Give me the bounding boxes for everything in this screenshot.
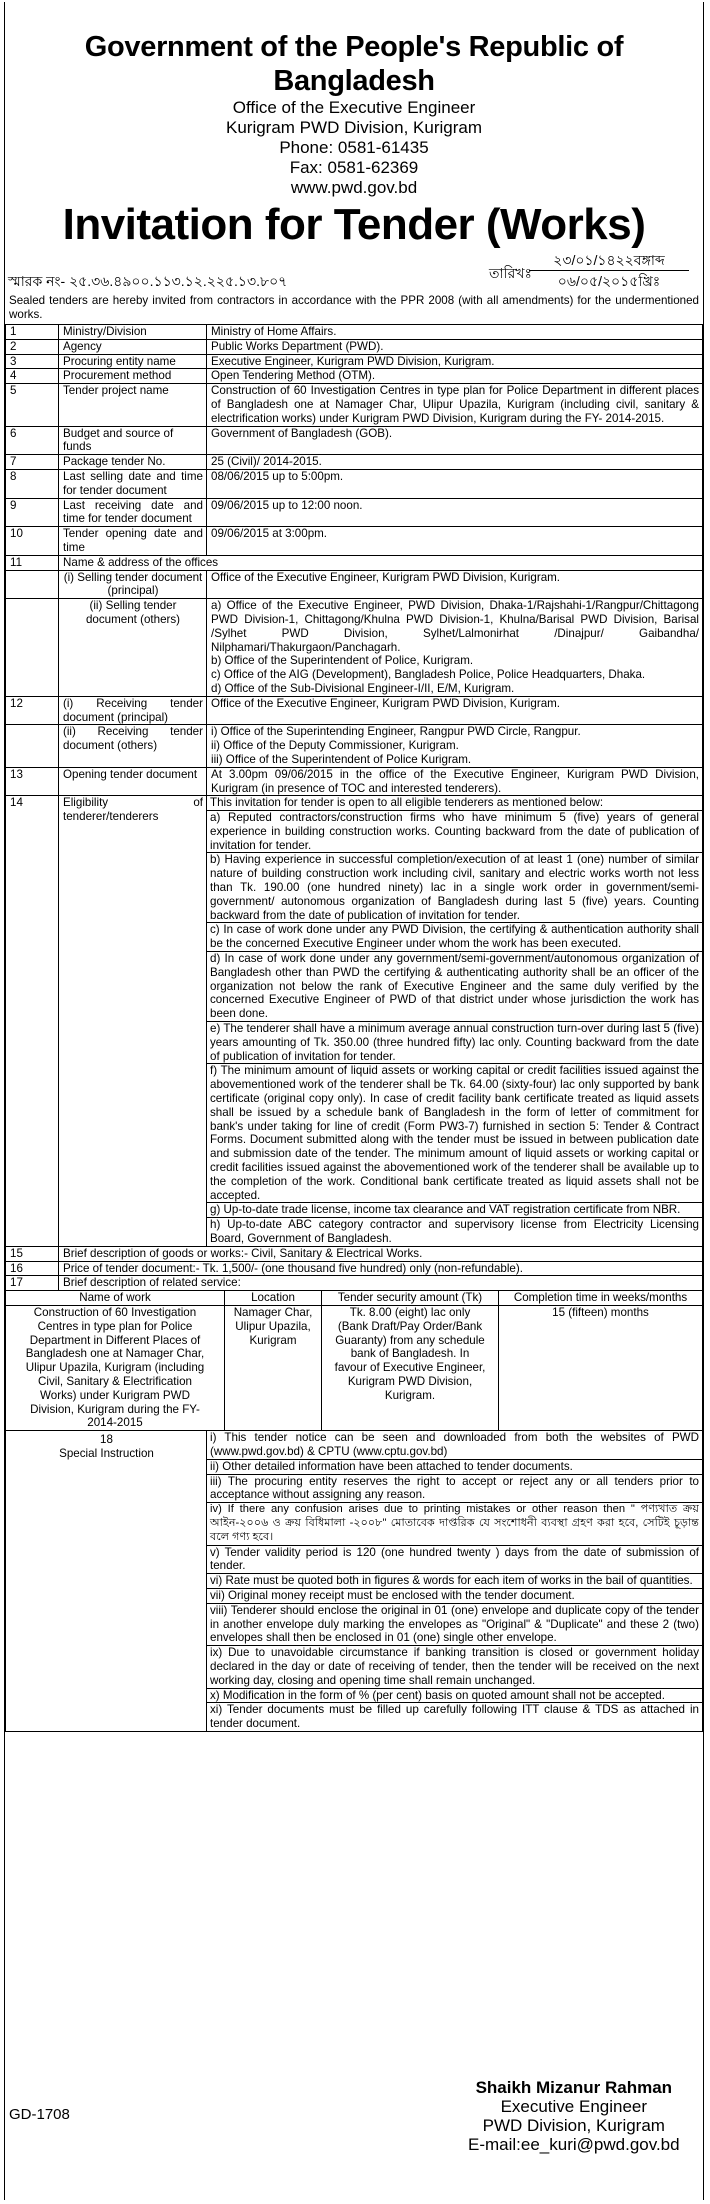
row-value: Public Works Department (PWD). (207, 339, 703, 354)
table-row (6, 1291, 703, 1431)
instruction-viii: viii) Tenderer should enclose the original in 01 (one) envelope and duplicate copy of the tender in another envelope duly marking the envelopes as "Original" & "Duplicate" and these 2 (two) envelopes shall then be enclosed in 01 (one) single other envelope. (207, 1603, 702, 1645)
row-label: Tender project name (59, 384, 207, 426)
row-label: Special Instruction (59, 1446, 154, 1460)
eligibility-g: g) Up-to-date trade license, income tax clearance and VAT registration certificate from NBR. (207, 1203, 702, 1218)
works-header-security: Tender security amount (Tk) (322, 1291, 499, 1305)
signatory-division: PWD Division, Kurigram (482, 2116, 665, 2135)
table-row (6, 498, 703, 527)
table-row (6, 369, 703, 384)
row-number: 2 (6, 339, 59, 354)
table-row (6, 469, 703, 498)
row-number: 8 (6, 469, 59, 498)
table-row (6, 426, 703, 455)
row-label: Opening tender document (59, 767, 207, 796)
receiving-others-i: i) Office of the Superintending Engineer, Rangpur PWD Circle, Rangpur. (211, 725, 581, 739)
selling-others-value (207, 599, 703, 697)
tender-table (5, 324, 703, 1732)
works-header-name: Name of work (6, 1291, 225, 1305)
row-label: Last selling date and time for tender document (59, 469, 207, 498)
eligibility-b: b) Having experience in successful completion/execution of at least 1 (one) number of similar nature of building construction work including civil, sanitary and electric works worth not less than Tk. 190.00 (one hundred ninety) lac in a single work order in government/semi-government/ autonomous organization of Bangladesh during last 5 (five) years. Counting backward from the date of publication of invitation for tender. (207, 853, 702, 923)
phone: Phone: 0581-61435 (279, 138, 429, 157)
receiving-principal-value: Office of the Executive Engineer, Kurigram PWD Division, Kurigram. (207, 696, 703, 725)
signature-block (468, 2078, 680, 2154)
row-number: 4 (6, 369, 59, 384)
works-cell (6, 1291, 703, 1431)
row-value: Construction of 60 Investigation Centres in type plan for Police Department in different places of Bangladesh one at Namager Char, Ulipur Upazila, Kurigram (including civil, sanitary & electrification works) under Kurigram PWD Division, Kurigram during the FY- 2014-2015. (207, 384, 703, 426)
selling-principal-value: Office of the Executive Engineer, Kurigram PWD Division, Kurigram. (207, 570, 703, 599)
table-row (6, 1246, 703, 1261)
instruction-vi: vi) Rate must be quoted both in figures & words for each item of works in the bail of quantities. (207, 1574, 702, 1589)
date-english: ০৬/০৫/২০১৫খ্রিঃ (557, 273, 661, 289)
office-name: Office of the Executive Engineer (232, 98, 476, 117)
row-value: At 3.00pm 09/06/2015 in the office of the Executive Engineer, Kurigram PWD Division, Kurigram (in presence of TOC and interested tenderers). (207, 767, 703, 796)
eligibility-e: e) The tenderer shall have a minimum average annual construction turn-over during last 5 (five) years amounting of Tk. 350.00 (three hundred fifty) lac only. Counting backward from the date of publication of invitation for tender. (207, 1022, 702, 1064)
instruction-x: x) Modification in the form of % (per cent) basis on quoted amount shall not be accepted. (207, 1688, 702, 1703)
row-value: 25 (Civil)/ 2014-2015. (207, 455, 703, 470)
works-location: Namager Char, Ulipur Upazila, Kurigram (225, 1305, 322, 1430)
row-number: 13 (6, 767, 59, 796)
row-value: Open Tendering Method (OTM). (207, 369, 703, 384)
row-label: Tender opening date and time (59, 527, 207, 556)
table-row (6, 696, 703, 725)
row-value: Brief description of related service: (59, 1276, 703, 1291)
works-table (6, 1291, 702, 1430)
table-row (6, 339, 703, 354)
row-value: 09/06/2015 up to 12:00 noon. (207, 498, 703, 527)
row-label: Procurement method (59, 369, 207, 384)
table-row (6, 1431, 703, 1732)
row-number: 5 (6, 384, 59, 426)
row-value: Brief description of goods or works:- Civil, Sanitary & Electrical Works. (59, 1246, 703, 1261)
receiving-principal-label: (i) Receiving tender document (principal) (59, 696, 207, 725)
division-name: Kurigram PWD Division, Kurigram (226, 118, 482, 137)
receiving-others-ii: ii) Office of the Deputy Commissioner, Kurigram. (211, 739, 459, 753)
table-row (6, 527, 703, 556)
eligibility-list (207, 796, 702, 1246)
table-row (6, 599, 703, 697)
row-value: Government of Bangladesh (GOB). (207, 426, 703, 455)
instruction-iii: iii) The procuring entity reserves the right to accept or reject any or all tenders prior to acceptance without assigning any reason. (207, 1474, 702, 1503)
special-instruction-label (6, 1431, 207, 1732)
selling-others-d: d) Office of the Sub-Divisional Engineer-I/II, E/M, Kurigram. (211, 681, 515, 695)
eligibility-h: h) Up-to-date ABC category contractor and supervisory license from Electricity Licensing Board, Government of Bangladesh. (207, 1218, 702, 1246)
selling-others-a: a) Office of the Executive Engineer, PWD Division, Dhaka-1/Rajshahi-1/Rangpur/Chittagong PWD Division-1, Chittagong/Khulna PWD Division-1, Khulna/Barisal PWD Division, Barisal /Sylhet PWD Division, Sylhet/Lalmonirhat /Dinajpur/ Gaibandha/ Nilphamari/Thakurgaon/Panchagarh. (211, 599, 699, 654)
instruction-ix: ix) Due to unavoidable circumstance if banking transition is closed or government holiday declared in the day or date of receiving of tender, then the tender will be received on the next working day, closing and opening time shall remain unchanged. (207, 1646, 702, 1688)
works-name: Construction of 60 Investigation Centres in type plan for Police Department in Different Places of Bangladesh one at Namager Char, Ulipur Upazila, Kurigram (including Civil, Sanitary & Electrification Works) under Kurigram PWD Division, Kurigram during the FY-2014-2015 (6, 1305, 225, 1430)
signatory-email: E-mail:ee_kuri@pwd.gov.bd (468, 2135, 680, 2154)
row-number: 9 (6, 498, 59, 527)
table-row (6, 455, 703, 470)
table-row (6, 1276, 703, 1291)
eligibility-intro: This invitation for tender is open to all eligible tenderers as mentioned below: (207, 796, 702, 810)
row-number: 18 (100, 1433, 113, 1447)
page-title: Invitation for Tender (Works) (62, 200, 646, 249)
eligibility-cell (207, 796, 703, 1247)
government-title: Government of the People's Republic of Bangladesh (84, 31, 624, 97)
date-bengali: ২৩/০১/১৪২২বঙ্গাব্দ (529, 250, 689, 271)
header (5, 2, 703, 250)
table-row (6, 384, 703, 426)
row-number: 6 (6, 426, 59, 455)
table-row (6, 796, 703, 1247)
memo-number: স্মারক নং- ২৫.৩৬.৪৯০০.১১৩.১২.২২৫.১৩.৮০৭ (8, 273, 288, 289)
row-label: Budget and source of funds (59, 426, 207, 455)
table-row (6, 354, 703, 369)
works-time: 15 (fifteen) months (499, 1305, 703, 1430)
table-row (6, 1261, 703, 1276)
receiving-others-label: (ii) Receiving tender document (others) (59, 725, 207, 767)
row-label: Ministry/Division (59, 325, 207, 340)
special-instruction-list (207, 1431, 702, 1731)
row-number: 16 (6, 1261, 59, 1276)
eligibility-a: a) Reputed contractors/construction firms who have minimum 5 (five) years of general experience in building construction works. Counting backward from the date of publication of invitation for tender. (207, 811, 702, 853)
eligibility-f: f) The minimum amount of liquid assets or working capital or credit facilities issued against the abovementioned work of the tenderer shall be Tk. 64.00 (sixty-four) lac only supported by bank certificate (original copy only). In case of credit facility bank certificate treated as liquid assets shall be issued by a schedule bank of Bangladesh in the form of letter of commitment for bank's under taking for line of credit (Form PW3-7) furnished in section 5: Tender & Contract Forms. Document submitted along with the tender must be issued in between publication date and submission date of the tender. The minimum amount of liquid assets or working capital or credit facilities issued against the abovementioned work of the tenderer shall be available up to the completion of the work. Conditional bank certificate treated as liquid assets shall not be accepted. (207, 1064, 702, 1203)
row-label: Agency (59, 339, 207, 354)
row-number: 1 (6, 325, 59, 340)
selling-others-c: c) Office of the AIG (Development), Bangladesh Police, Police Headquarters, Dhaka. (211, 668, 646, 682)
date-label: তারিখঃ (489, 265, 532, 281)
signatory-designation: Executive Engineer (500, 2097, 648, 2116)
works-security: Tk. 8.00 (eight) lac only (Bank Draft/Pay Order/Bank Guaranty) from any schedule bank of Bangladesh. In favour of Executive Engineer, Kurigram PWD Division, Kurigram. (322, 1305, 499, 1430)
selling-others-label: (ii) Selling tender document (others) (59, 599, 207, 697)
row-number: 3 (6, 354, 59, 369)
table-row (6, 555, 703, 570)
row-value: Price of tender document:- Tk. 1,500/- (one thousand five hundred) only (non-refundable). (59, 1261, 703, 1276)
selling-principal-label: (i) Selling tender document (principal) (59, 570, 207, 599)
works-row (6, 1305, 702, 1430)
row-number: 11 (6, 555, 59, 570)
selling-others-b: b) Office of the Superintendent of Police, Kurigram. (211, 654, 474, 668)
row-number: 15 (6, 1246, 59, 1261)
row-label: Procuring entity name (59, 354, 207, 369)
row-value: 09/06/2015 at 3:00pm. (207, 527, 703, 556)
row-number: 14 (6, 796, 59, 1247)
row-number: 10 (6, 527, 59, 556)
instruction-ii: ii) Other detailed information have been attached to tender documents. (207, 1459, 702, 1474)
tender-notice-page (4, 2, 704, 2200)
table-row (6, 767, 703, 796)
signatory-name: Shaikh Mizanur Rahman (475, 2078, 673, 2097)
instruction-vii: vii) Original money receipt must be enclosed with the tender document. (207, 1588, 702, 1603)
table-row (6, 725, 703, 767)
gd-number: GD-1708 (9, 2106, 70, 2123)
works-header-time: Completion time in weeks/months (499, 1291, 703, 1305)
works-header-location: Location (225, 1291, 322, 1305)
receiving-others-value (207, 725, 703, 767)
memo-line (5, 250, 703, 294)
eligibility-c: c) In case of work done under any PWD Division, the certifying & authentication authority shall be the concerned Executive Engineer under whom the work has been executed. (207, 923, 702, 952)
instruction-xi: xi) Tender documents must be filled up carefully following ITT clause & TDS as attached in tender document. (207, 1703, 702, 1731)
special-instruction-cell (207, 1431, 703, 1732)
website: www.pwd.gov.bd (290, 178, 418, 197)
row-label: Name & address of the offices (59, 555, 703, 570)
receiving-others-iii: iii) Office of the Superintendent of Police Kurigram. (211, 752, 472, 766)
row-number: 17 (6, 1276, 59, 1291)
row-number: 12 (6, 696, 59, 725)
eligibility-d: d) In case of work done under any government/semi-government/autonomous organization of Bangladesh other than PWD the certifying & authenticating authority shall be an officer of the organization not below the rank of Executive Engineer and the same duly verified by the concerned Executive Engineer of PWD of that district under whose jurisdiction the work has been done. (207, 952, 702, 1022)
row-label: Last receiving date and time for tender document (59, 498, 207, 527)
intro-text: Sealed tenders are hereby invited from contractors in accordance with the PPR 2008 (with all amendments) for the undermentioned works. (9, 294, 699, 321)
row-value: 08/06/2015 up to 5:00pm. (207, 469, 703, 498)
row-value: Ministry of Home Affairs. (207, 325, 703, 340)
table-row (6, 325, 703, 340)
row-label: Package tender No. (59, 455, 207, 470)
memo-date (489, 250, 689, 291)
instruction-i: i) This tender notice can be seen and downloaded from both the websites of PWD (www.pwd.gov.bd) & CPTU (www.cptu.gov.bd) (207, 1431, 702, 1459)
fax: Fax: 0581-62369 (289, 158, 419, 177)
instruction-iv: iv) If there any confusion arises due to printing mistakes or other reason then " পণ্যখাত ক্রয় আইন-২০০৬ ও ক্রয় বিধিমালা -২০০৮" মোতাবেক দাপ্তরিক যে সংশোধনী ব্যবস্থা গ্রহণ করা হবে, সেটিই চূড়ান্ত বলে গণ্য হবে। (207, 1503, 702, 1545)
row-number: 7 (6, 455, 59, 470)
table-row (6, 570, 703, 599)
instruction-v: v) Tender validity period is 120 (one hundred twenty ) days from the date of submission of tender. (207, 1545, 702, 1574)
works-header-row (6, 1291, 702, 1305)
row-value: Executive Engineer, Kurigram PWD Division, Kurigram. (207, 354, 703, 369)
row-label: Eligibility of tenderer/tenderers (59, 796, 207, 1247)
